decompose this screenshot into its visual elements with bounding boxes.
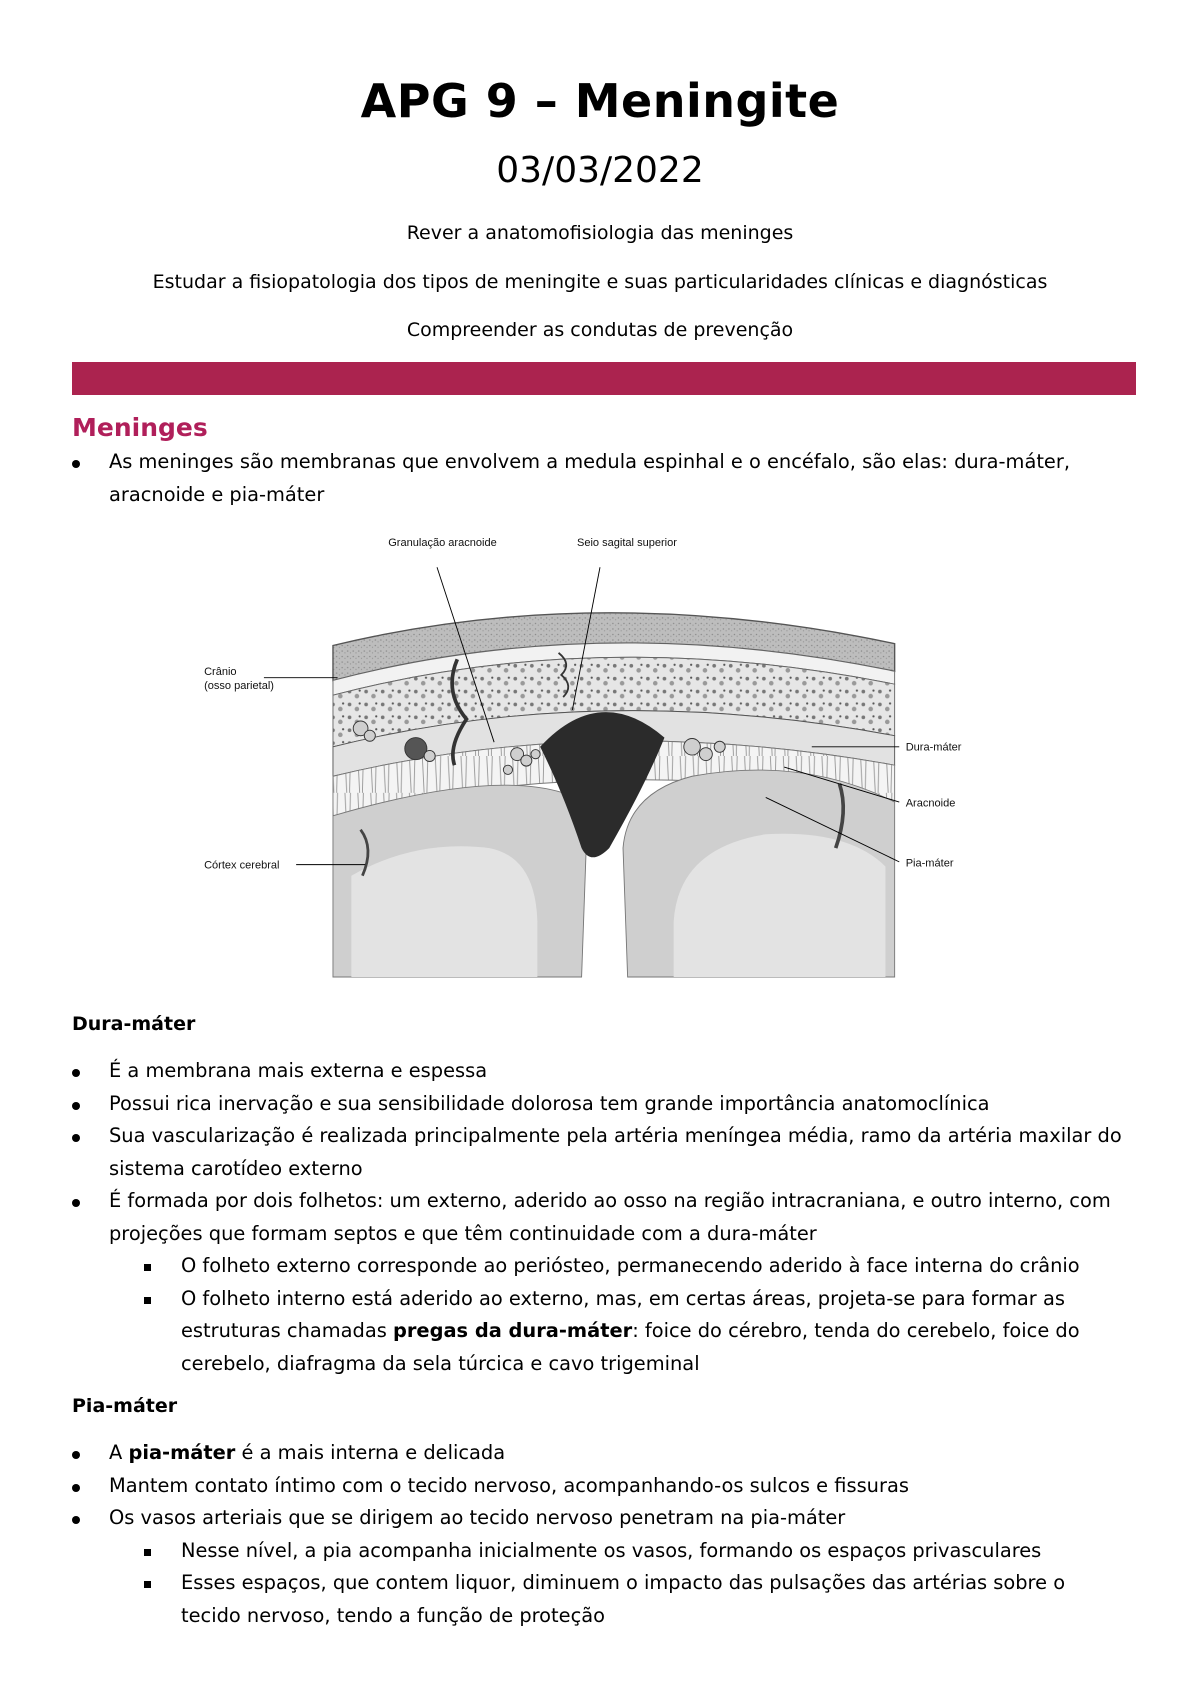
pia-list xyxy=(72,1437,1147,1632)
section-divider-bar xyxy=(72,362,1136,395)
nested-list-container xyxy=(72,1250,1147,1380)
dura-list xyxy=(72,1055,1147,1380)
label-pia: Pia-máter xyxy=(905,857,954,870)
bullet-icon xyxy=(72,1069,80,1077)
dura-bullet-4-line2: projeções que formam septos e que têm continuidade com a dura-máter xyxy=(109,1221,817,1245)
label-dura: Dura-máter xyxy=(905,741,962,754)
dura-subbullet-2-line2-pre: estruturas chamadas xyxy=(181,1319,393,1342)
list-item xyxy=(72,1185,1147,1250)
dura-bullet-2: Possui rica inervação e sua sensibilidade dolorosa tem grande importância anatomoclínica xyxy=(109,1091,990,1115)
list-item xyxy=(144,1535,1147,1568)
list-item xyxy=(72,1055,1147,1088)
pia-subbullet-2-line2: tecido nervoso, tendo a função de proteção xyxy=(181,1603,605,1627)
meninges-list xyxy=(72,446,1142,511)
pregas-bold-term: pregas da dura-máter xyxy=(392,1319,633,1342)
objective-2: Estudar a fisiopatologia dos tipos de meningite e suas particularidades clínicas e diagnósticas xyxy=(152,271,1048,293)
dura-heading: Dura-máter xyxy=(72,1013,196,1035)
page-title: APG 9 – Meningite xyxy=(360,74,840,128)
nested-list-container xyxy=(72,1535,1147,1633)
label-cranio-sub: (osso parietal) xyxy=(204,679,274,692)
dura-subbullet-1: O folheto externo corresponde ao periósteo, permanecendo aderido à face interna do crânio xyxy=(181,1254,1080,1277)
objective-1: Rever a anatomofisiologia das meninges xyxy=(406,222,794,244)
list-item xyxy=(72,1120,1147,1185)
list-item xyxy=(144,1567,1147,1632)
label-cranio: Crânio xyxy=(204,665,237,678)
pia-bullet-1-pre: A xyxy=(109,1441,129,1464)
bullet-icon xyxy=(72,1199,80,1207)
pia-bullet-2: Mantem contato íntimo com o tecido nervoso, acompanhando-os sulcos e fissuras xyxy=(109,1473,909,1497)
bullet-icon xyxy=(72,1484,80,1492)
objective-3: Compreender as condutas de prevenção xyxy=(406,319,794,341)
list-item xyxy=(72,446,1142,511)
dura-subbullet-2-line2-post: : foice do cérebro, tenda do cerebelo, foice do xyxy=(632,1319,1080,1342)
pia-bullet-3: Os vasos arteriais que se dirigem ao tecido nervoso penetram na pia-máter xyxy=(109,1506,846,1529)
label-seio: Seio sagital superior xyxy=(576,537,677,550)
page-date: 03/03/2022 xyxy=(496,150,704,191)
dura-bullet-1: É a membrana mais externa e espessa xyxy=(109,1059,488,1082)
bullet-icon xyxy=(72,1134,80,1142)
list-item xyxy=(72,1437,1147,1470)
bullet-icon xyxy=(72,460,80,468)
dura-sublist xyxy=(72,1250,1147,1380)
pia-bold-term: pia-máter xyxy=(128,1441,236,1464)
bullet-icon xyxy=(72,1102,80,1110)
pia-sublist xyxy=(72,1535,1147,1633)
bullet-icon xyxy=(72,1451,80,1459)
dura-bullet-3-line1: Sua vascularização é realizada principalmente pela artéria meníngea média, ramo da artéria maxilar do xyxy=(109,1124,1122,1147)
square-bullet-icon xyxy=(144,1581,151,1588)
dura-bullet-3-line2: sistema carotídeo externo xyxy=(109,1156,363,1180)
meninges-intro-line2: aracnoide e pia-máter xyxy=(109,482,325,506)
square-bullet-icon xyxy=(144,1549,151,1556)
dura-subbullet-2-line3: cerebelo, diafragma da sela túrcica e cavo trigeminal xyxy=(181,1351,700,1375)
label-granulacao: Granulação aracnoide xyxy=(388,537,497,550)
list-item xyxy=(144,1250,1147,1283)
label-cortex: Córtex cerebral xyxy=(204,859,280,872)
meninges-intro-line1: As meninges são membranas que envolvem a medula espinhal e o encéfalo, são elas: dura-máter, xyxy=(109,450,1070,473)
list-item xyxy=(144,1283,1147,1381)
list-item xyxy=(72,1470,1147,1503)
meninges-heading: Meninges xyxy=(72,413,208,442)
square-bullet-icon xyxy=(144,1264,151,1271)
dura-bullet-4-line1: É formada por dois folhetos: um externo, aderido ao osso na região intracraniana, e outro interno, com xyxy=(109,1189,1111,1212)
square-bullet-icon xyxy=(144,1297,151,1304)
pia-heading: Pia-máter xyxy=(72,1395,178,1417)
pia-bullet-1-post: é a mais interna e delicada xyxy=(235,1441,506,1464)
bullet-icon xyxy=(72,1516,80,1524)
list-item xyxy=(72,1088,1147,1121)
pia-subbullet-2-line1: Esses espaços, que contem liquor, diminuem o impacto das pulsações das artérias sobre o xyxy=(181,1571,1066,1594)
list-item xyxy=(72,1502,1147,1535)
dura-subbullet-2-line1: O folheto interno está aderido ao externo, mas, em certas áreas, projeta-se para formar as xyxy=(181,1286,1065,1310)
meninges-illustration xyxy=(160,535,1040,1000)
label-aracnoide: Aracnoide xyxy=(905,797,956,810)
pia-subbullet-1: Nesse nível, a pia acompanha inicialmente os vasos, formando os espaços privasculares xyxy=(181,1538,1042,1562)
